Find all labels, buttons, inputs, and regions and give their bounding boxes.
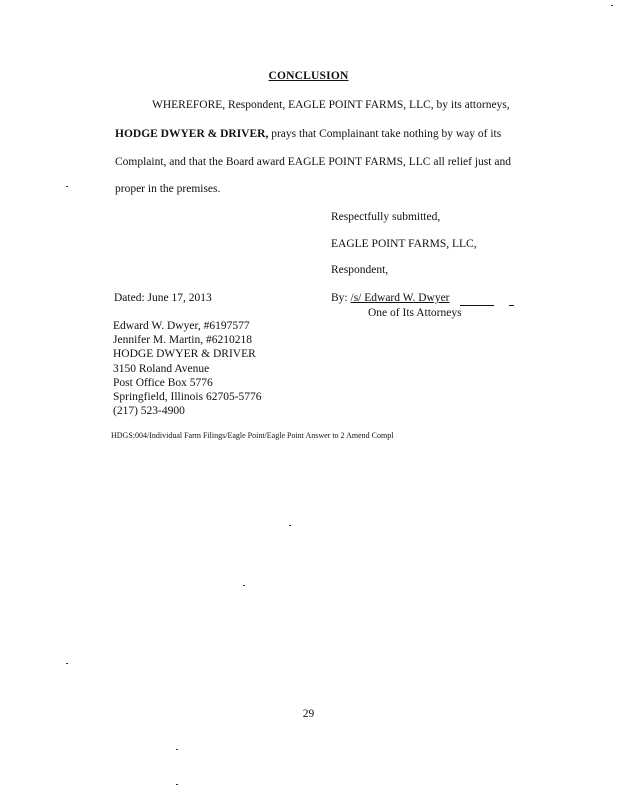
scan-speck — [243, 585, 245, 586]
date-line: Dated: June 17, 2013 — [114, 292, 212, 304]
signature-line — [331, 292, 450, 304]
signature-rule — [460, 305, 494, 306]
address-line: Springfield, Illinois 62705-5776 — [113, 391, 262, 404]
body-paragraph-line-1: WHEREFORE, Respondent, EAGLE POINT FARMS, LLC, by its attorneys, — [152, 99, 510, 111]
closing-text: Respectfully submitted, — [331, 211, 441, 223]
body-paragraph-line-2-rest: prays that Complainant take nothing by way of its — [268, 128, 502, 140]
address-line: HODGE DWYER & DRIVER — [113, 348, 256, 361]
attorney-address-block — [113, 319, 262, 418]
page-number: 29 — [302, 708, 315, 720]
body-paragraph-line-4: proper in the premises. — [115, 183, 221, 195]
address-line: (217) 523-4900 — [113, 405, 185, 418]
scan-speck — [66, 186, 68, 187]
file-path-footer: HDGS:004/Individual Farm Filings/Eagle Point/Eagle Point Answer to 2 Amend Compl — [111, 431, 394, 440]
electronic-signature: /s/ Edward W. Dwyer — [350, 292, 450, 304]
scan-speck — [611, 5, 613, 6]
body-paragraph-line-3: Complaint, and that the Board award EAGLE POINT FARMS, LLC all relief just and — [115, 156, 511, 168]
signature-rule-dash — [509, 305, 514, 306]
scan-speck — [176, 784, 178, 785]
address-line: Jennifer M. Martin, #6210218 — [113, 334, 252, 347]
address-line: Edward W. Dwyer, #6197577 — [113, 320, 250, 332]
section-heading: CONCLUSION — [268, 70, 349, 82]
attorney-role: One of Its Attorneys — [368, 307, 462, 319]
scan-speck — [66, 663, 68, 664]
party-role: Respondent, — [331, 264, 389, 276]
address-line: 3150 Roland Avenue — [113, 362, 210, 375]
by-prefix: By: — [331, 292, 351, 304]
respondent-firm: EAGLE POINT FARMS, LLC, — [331, 238, 477, 250]
body-paragraph-line-2 — [115, 128, 501, 140]
scan-speck — [176, 749, 178, 750]
address-line: Post Office Box 5776 — [113, 376, 213, 389]
firm-name-bold: HODGE DWYER & DRIVER, — [115, 128, 269, 140]
scan-speck — [289, 525, 291, 526]
